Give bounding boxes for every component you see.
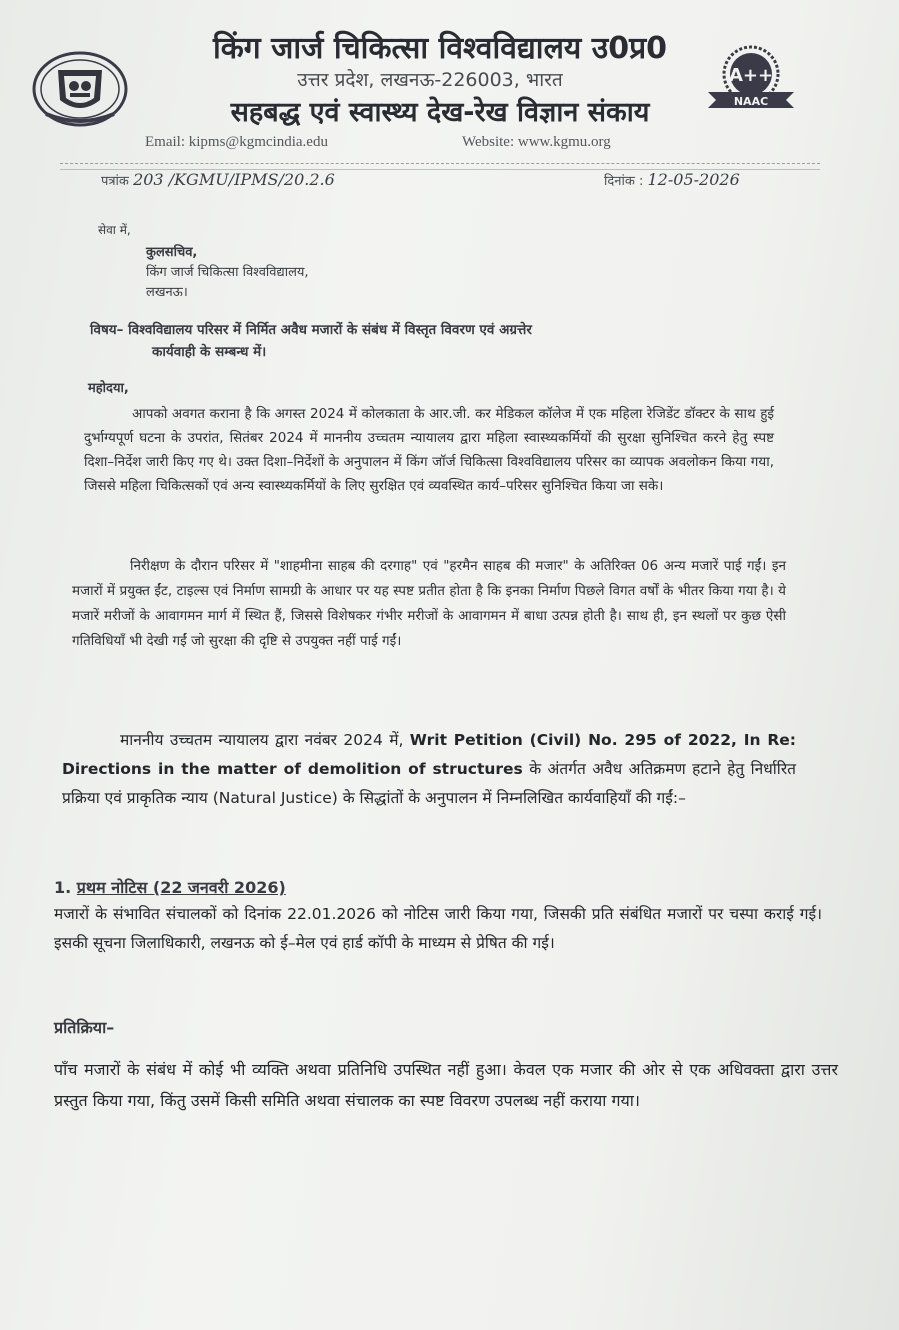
- notice-1-number: 1.: [54, 878, 72, 897]
- paragraph-3-intro: माननीय उच्चतम न्यायालय द्वारा नवंबर 2024 में,: [120, 731, 404, 749]
- greeting: महोदया,: [88, 381, 129, 396]
- reference-label: पत्रांक: [101, 174, 129, 189]
- letter-date: [604, 170, 740, 189]
- subject-text-1: विश्वविद्यालय परिसर में निर्मित अवैध मजारों के संबंध में विस्तृत विवरण एवं अग्रत्तेर: [128, 322, 532, 338]
- email-contact: Email: kipms@kgmcindia.edu: [145, 134, 328, 150]
- university-name: किंग जार्ज चिकित्सा विश्वविद्यालय उ0प्र0: [212, 31, 668, 66]
- date-label: दिनांक :: [604, 174, 644, 189]
- response-body: पाँच मजारों के संबंध में कोई भी व्यक्ति अथवा प्रतिनिधि उपस्थित नहीं हुआ। केवल एक मजार की ओर से एक अधिवक्ता द्वारा उत्तर प्रस्तुत किया गया, किंतु उसमें किसी समिति अथवा संचालक का स्पष्ट विवरण उपलब्ध नहीं कराया गया।: [54, 1060, 838, 1110]
- notice-1-body: मजारों के संभावित संचालकों को दिनांक 22.01.2026 को नोटिस जारी किया गया, जिसकी प्रति संबंधित मजारों पर चस्पा कराई गई। इसकी सूचना जिलाधिकारी, लखनऊ को ई–मेल एवं हार्ड कॉपी के माध्यम से प्रेषित की गई।: [54, 905, 822, 952]
- header-divider: [60, 163, 820, 164]
- recipient-city: लखनऊ।: [146, 285, 188, 300]
- university-emblem-logo: [30, 48, 130, 130]
- subject-label: विषय–: [90, 322, 124, 338]
- notice-1-title: [54, 876, 286, 898]
- paragraph-3-rest: के अंतर्गत अवैध अतिक्रमण हटाने हेतु निर्धारित प्रक्रिया एवं प्राकृतिक न्याय (Natural Justice) के सिद्धांतों के अनुपालन में निम्नलिखित कार्यवाहियाँ की गईं:–: [62, 760, 796, 807]
- response-heading: प्रतिक्रिया–: [54, 1018, 115, 1037]
- paragraph-2: निरीक्षण के दौरान परिसर में "शाहमीना साहब की दरगाह" एवं "हरमैन साहब की मजार" के अतिरिक्त 06 अन्य मजारें पाई गईं। इन मजारों में प्रयुक्त ईंट, टाइल्स एवं निर्माण सामग्री के आधार पर यह स्पष्ट प्रतीत होता है कि इनका निर्माण पिछले विगत वर्षों के भीतर किया गया है। ये मजारें मरीजों के आवागमन मार्ग में स्थित हैं, जिससे विशेषकर गंभीर मरीजों के आवागमन में बाधा उत्पन्न होती है। साथ ही, इन स्थलों पर कुछ ऐसी गतिविधियाँ भी देखी गईं जो सुरक्षा की दृष्टि से उपयुक्त नहीं पाई गईं।: [72, 558, 786, 649]
- reference-number-value: 203 /KGMU/IPMS/20.2.6: [133, 170, 335, 189]
- date-value: 12-05-2026: [647, 170, 740, 189]
- subject-line: [90, 320, 532, 338]
- paragraph-1: आपको अवगत कराना है कि अगस्त 2024 में कोलकाता के आर.जी. कर मेडिकल कॉलेज में एक महिला रेजिडेंट डॉक्टर के साथ हुई दुर्भाग्यपूर्ण घटना के उपरांत, सितंबर 2024 में माननीय उच्चतम न्यायालय द्वारा महिला स्वास्थ्यकर्मियों की सुरक्षा सुनिश्चित करने हेतु स्पष्ट दिशा–निर्देश जारी किए गए थे। उक्त दिशा–निर्देशों के अनुपालन में किंग जॉर्ज चिकित्सा विश्वविद्यालय परिसर का व्यापक अवलोकन किया गया, जिससे महिला चिकित्सकों एवं अन्य स्वास्थ्यकर्मियों के लिए सुरक्षित एवं व्यवस्थित कार्य–परिसर सुनिश्चित किया जा सके।: [84, 406, 774, 494]
- website-contact: Website: www.kgmu.org: [462, 134, 611, 150]
- reference-number: [101, 170, 335, 189]
- recipient-institution: किंग जार्ज चिकित्सा विश्वविद्यालय,: [146, 265, 309, 280]
- faculty-name: सहबद्ध एवं स्वास्थ्य देख-रेख विज्ञान संकाय: [230, 97, 650, 128]
- naac-grade-text: A++: [728, 65, 774, 86]
- paragraph-3: [62, 726, 796, 813]
- subject-text-2: कार्यवाही के सम्बन्ध में।: [152, 344, 267, 360]
- notice-1-heading: प्रथम नोटिस (22 जनवरी 2026): [76, 878, 286, 897]
- salutation-to: सेवा में,: [98, 223, 131, 237]
- recipient-designation: कुलसचिव,: [146, 245, 198, 260]
- writ-petition-reference: Writ Petition (Civil) No. 295 of 2022, In Re: Directions in the matter of demolition of structures: [62, 731, 796, 778]
- university-address: उत्तर प्रदेश, लखनऊ-226003, भारत: [297, 69, 563, 91]
- naac-label-text: NAAC: [733, 95, 769, 108]
